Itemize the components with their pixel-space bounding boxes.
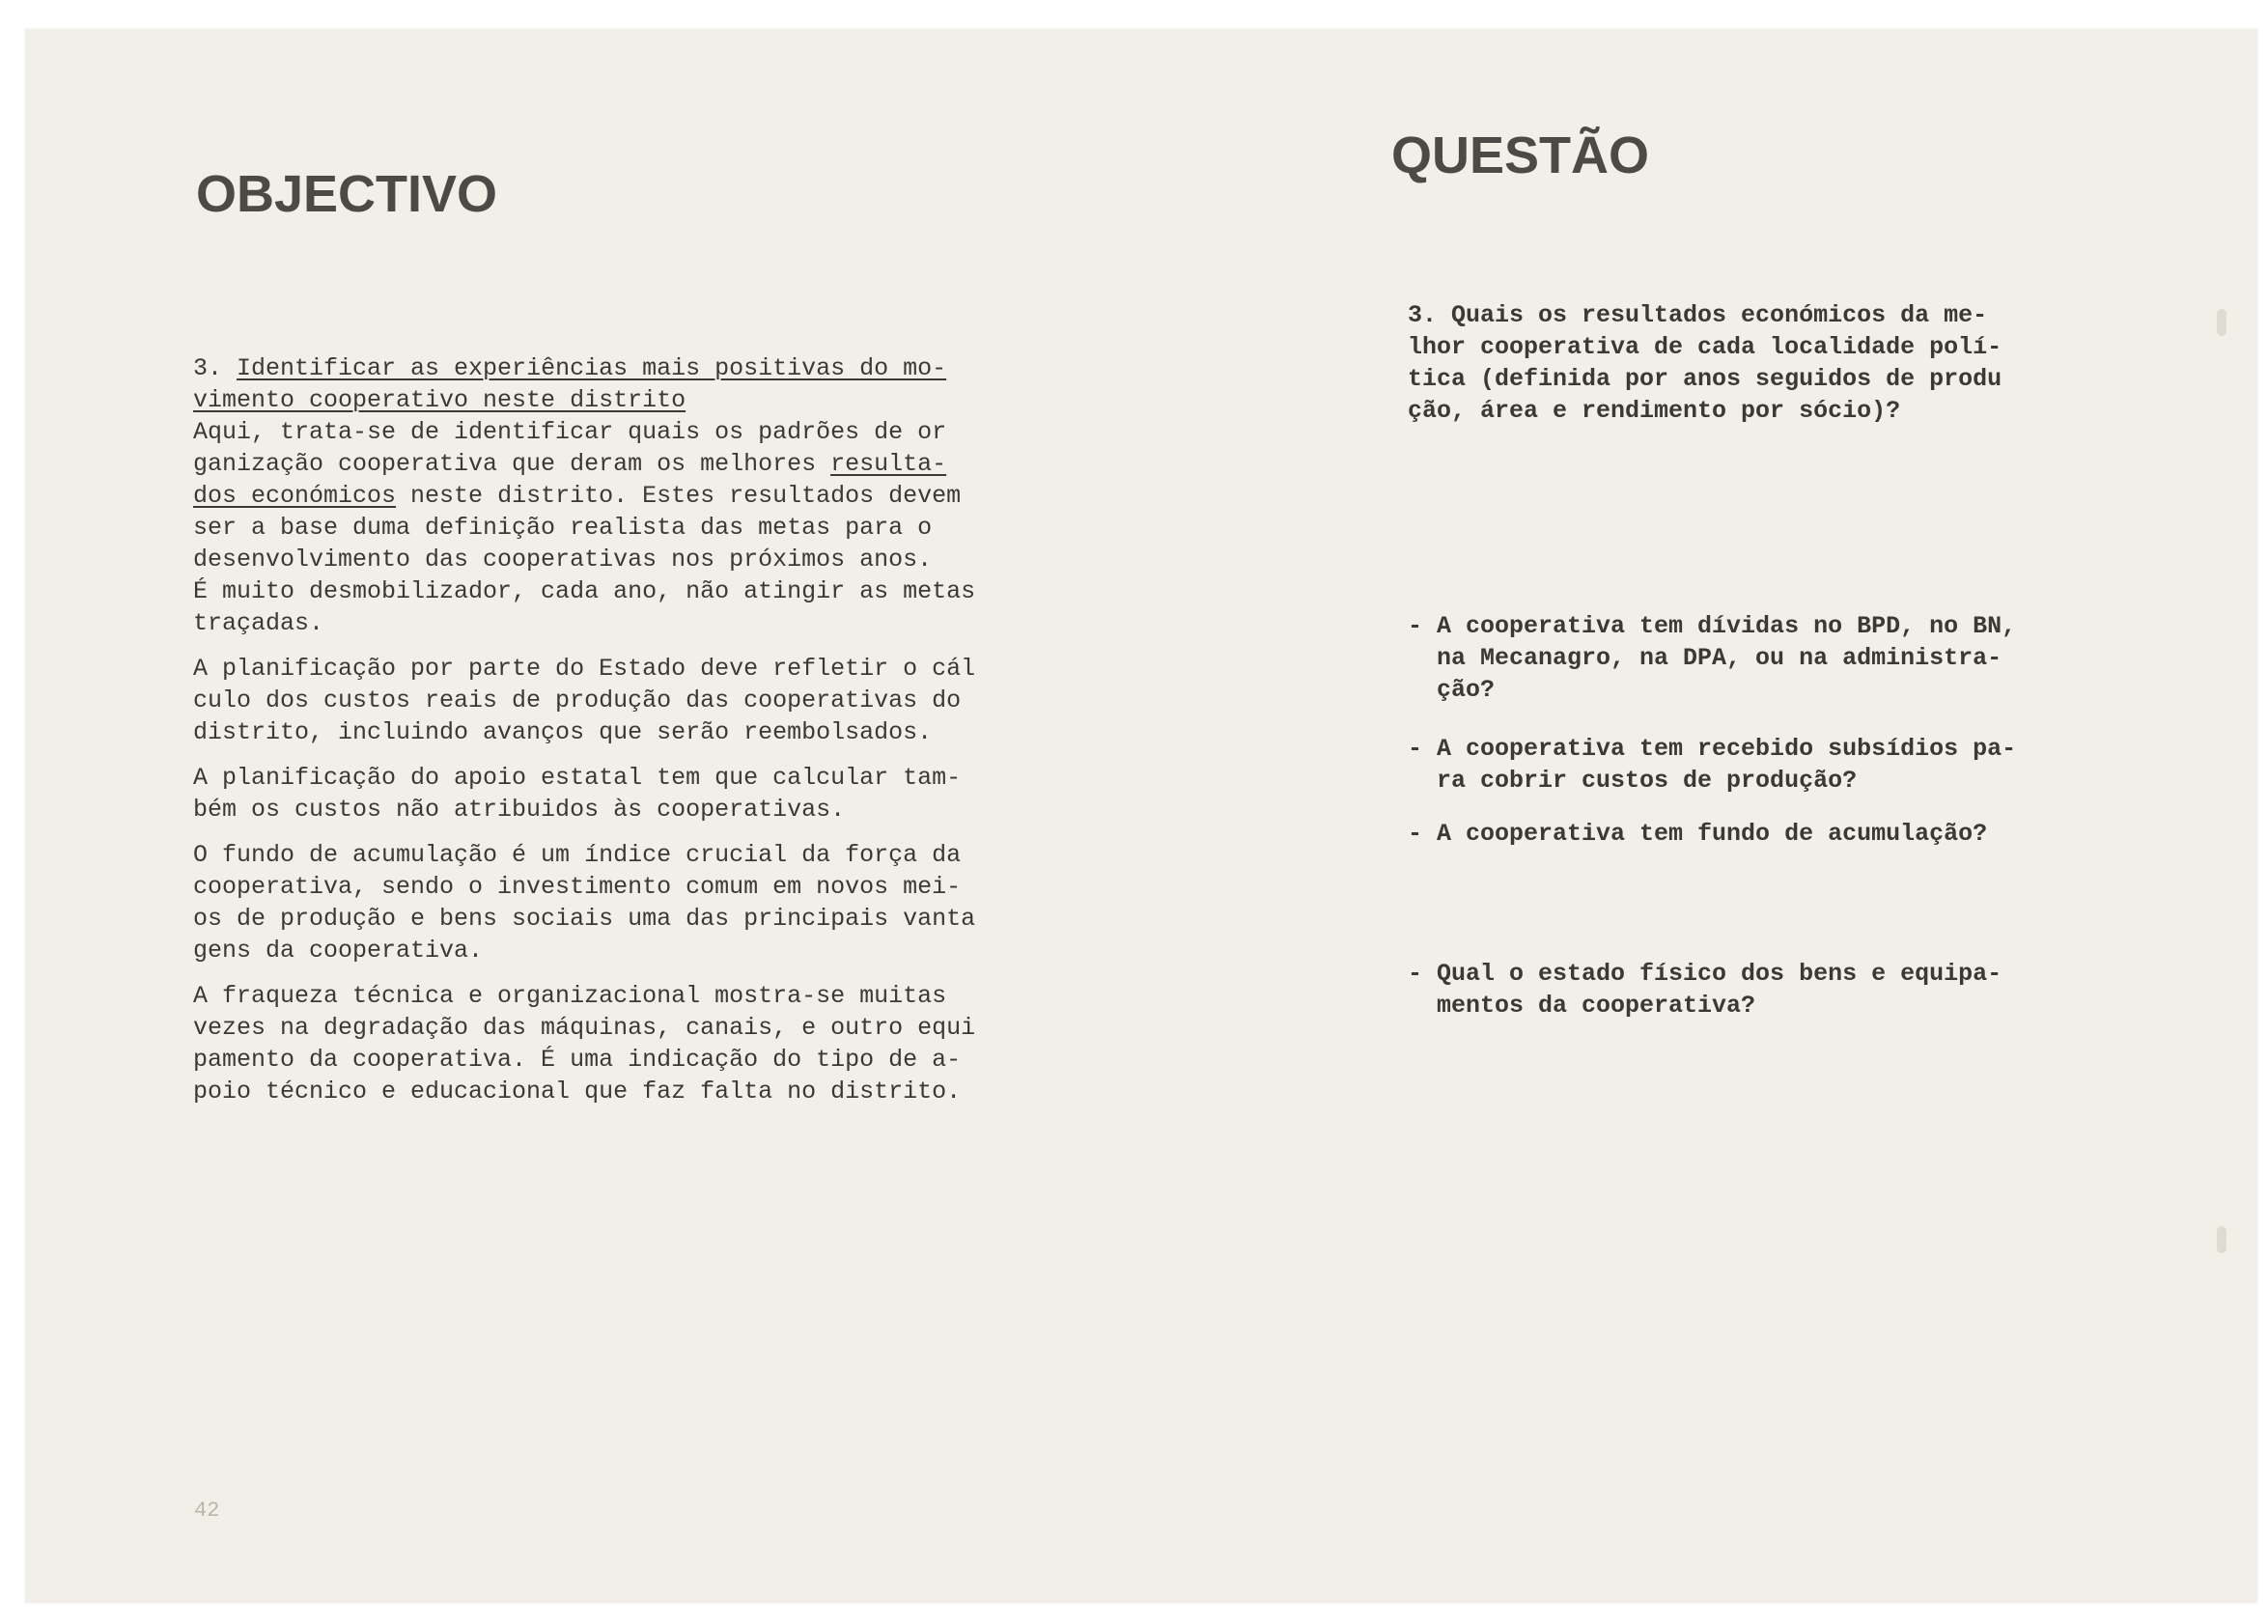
qi-line3: tica (definida por anos seguidos de produ <box>1408 365 2002 393</box>
binding-notch-bottom <box>2217 1226 2226 1253</box>
p5-line2: vezes na degradação das máquinas, canais, e outro equi <box>193 1014 976 1042</box>
p1-line7: traçadas. <box>193 609 324 637</box>
question-heading: QUESTÃO <box>1391 126 1650 184</box>
objective-paragraph-3 <box>193 762 1110 826</box>
q2-line1: - A cooperativa tem recebido subsídios pa- <box>1408 735 2017 763</box>
objective-lead-line1: Identificar as experiências mais positivas do mo- <box>237 354 947 382</box>
q1-line2: na Mecanagro, na DPA, ou na administra- <box>1408 644 2002 672</box>
objective-column <box>193 352 1110 1121</box>
p2-line2: culo dos custos reais de produção das cooperativas do <box>193 686 962 714</box>
qi-line2: lhor cooperativa de cada localidade polí- <box>1408 333 2002 361</box>
p1-line5: desenvolvimento das cooperativas nos próximos anos. <box>193 546 933 574</box>
p4-line4: gens da cooperativa. <box>193 937 484 965</box>
objective-paragraph-1 <box>193 416 1110 639</box>
p2-line3: distrito, incluindo avanços que serão reembolsados. <box>193 718 933 746</box>
objective-lead-line2: vimento cooperativo neste distrito <box>193 386 686 414</box>
q4-line1: - Qual o estado físico dos bens e equipa- <box>1408 960 2002 988</box>
objective-paragraph-4 <box>193 839 1110 966</box>
objective-paragraph-2 <box>193 653 1110 748</box>
q1-line1: - A cooperativa tem dívidas no BPD, no BN, <box>1408 612 2017 640</box>
question-item-3 <box>1408 818 2142 850</box>
qi-line1: 3. Quais os resultados económicos da me- <box>1408 301 1988 329</box>
q2-line2: ra cobrir custos de produção? <box>1408 767 1858 795</box>
objective-paragraph-5 <box>193 980 1110 1107</box>
qi-line4: ção, área e rendimento por sócio)? <box>1408 397 1901 425</box>
question-column <box>1408 299 2142 1022</box>
p1-line2a: ganização cooperativa que deram os melhores <box>193 450 831 478</box>
objective-lead-line2-wrap <box>193 384 1110 416</box>
p5-line1: A fraqueza técnica e organizacional mostra-se muitas <box>193 982 947 1010</box>
p4-line1: O fundo de acumulação é um índice crucial da força da <box>193 841 962 869</box>
q1-line3: ção? <box>1408 676 1496 704</box>
document-page <box>25 29 2257 1603</box>
p1-line4: ser a base duma definição realista das metas para o <box>193 514 933 542</box>
p4-line2: cooperativa, sendo o investimento comum em novos mei- <box>193 873 962 901</box>
p3-line1: A planificação do apoio estatal tem que calcular tam- <box>193 764 962 792</box>
question-intro <box>1408 299 2142 427</box>
objective-lead <box>193 352 1110 384</box>
p1-line1: Aqui, trata-se de identificar quais os padrões de or <box>193 418 947 446</box>
objective-number: 3. <box>193 354 238 382</box>
p5-line3: pamento da cooperativa. É uma indicação do tipo de a- <box>193 1046 962 1074</box>
q3-line1: - A cooperativa tem fundo de acumulação? <box>1408 820 1988 848</box>
p1-line3b: neste distrito. Estes resultados devem <box>396 482 962 510</box>
p2-line1: A planificação por parte do Estado deve refletir o cál <box>193 655 976 683</box>
question-item-1 <box>1408 610 2142 706</box>
question-item-4 <box>1408 958 2142 1022</box>
page-number: 42 <box>194 1498 220 1523</box>
p1-line3-underlined: dos económicos <box>193 482 397 510</box>
p3-line2: bém os custos não atribuidos às cooperativas. <box>193 796 846 824</box>
binding-notch-top <box>2217 309 2226 336</box>
p4-line3: os de produção e bens sociais uma das principais vanta <box>193 905 976 933</box>
objective-heading: OBJECTIVO <box>196 165 498 223</box>
q4-line2: mentos da cooperativa? <box>1408 992 1756 1020</box>
p1-line2-underlined: resulta- <box>830 450 947 478</box>
p5-line4: poio técnico e educacional que faz falta no distrito. <box>193 1078 962 1106</box>
p1-line6: É muito desmobilizador, cada ano, não atingir as metas <box>193 577 976 605</box>
question-item-2 <box>1408 733 2142 797</box>
